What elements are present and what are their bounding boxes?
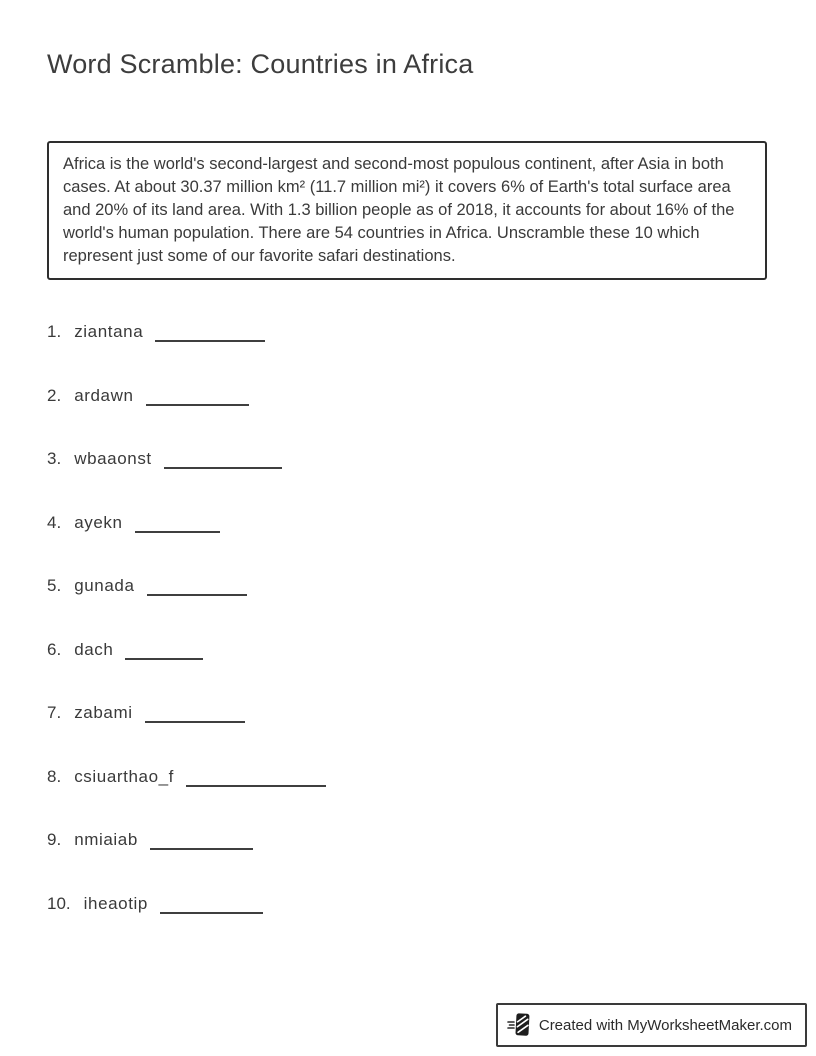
item-number: 9.: [47, 830, 62, 849]
item-number: 1.: [47, 322, 62, 341]
answer-blank: [125, 657, 203, 660]
scrambled-word: zabami: [74, 703, 133, 722]
answer-blank: [146, 403, 249, 406]
item-number: 5.: [47, 576, 62, 595]
word-scramble-item: [47, 638, 769, 662]
word-scramble-item: [47, 511, 769, 535]
answer-blank: [150, 847, 253, 850]
word-scramble-item: [47, 701, 769, 725]
scrambled-word: gunada: [74, 576, 135, 595]
scrambled-word: nmiaiab: [74, 830, 138, 849]
word-scramble-item: [47, 384, 769, 408]
credit-badge[interactable]: [496, 1003, 807, 1047]
item-number: 10.: [47, 893, 71, 913]
credit-text: Created with MyWorksheetMaker.com: [538, 1016, 792, 1034]
worksheetmaker-logo-icon: [507, 1012, 531, 1038]
scrambled-word: ayekn: [74, 512, 123, 532]
answer-blank: [186, 784, 326, 787]
answer-blank: [145, 720, 245, 723]
item-number: 4.: [47, 512, 62, 532]
answer-blank: [164, 466, 282, 469]
word-list: [47, 320, 769, 916]
scrambled-word: dach: [74, 639, 114, 659]
scrambled-word: iheaotip: [83, 893, 148, 913]
item-number: 2.: [47, 385, 62, 405]
word-scramble-item: [47, 447, 769, 471]
word-scramble-item: [47, 828, 769, 852]
word-scramble-item: [47, 892, 769, 916]
answer-blank: [160, 911, 263, 914]
word-scramble-item: [47, 765, 769, 789]
item-number: 6.: [47, 639, 62, 659]
answer-blank: [135, 530, 220, 533]
answer-blank: [155, 339, 265, 342]
word-scramble-item: [47, 574, 769, 598]
scrambled-word: wbaaonst: [74, 449, 152, 468]
answer-blank: [147, 593, 247, 596]
page-title: Word Scramble: Countries in Africa: [47, 49, 474, 79]
item-number: 3.: [47, 449, 62, 468]
word-scramble-item: [47, 320, 769, 344]
item-number: 8.: [47, 766, 62, 786]
intro-box: [47, 141, 767, 280]
item-number: 7.: [47, 703, 62, 722]
scrambled-word: ardawn: [74, 385, 134, 405]
intro-text: Africa is the world's second-largest and second-most populous continent, after Asia in both cases. At about 30.37 million km² (11.7 million mi²) it covers 6% of Earth's total surface area and 20% of its land area. With 1.3 billion people as of 2018, it accounts for about 16% of the world's human population. There are 54 countries in Africa. Unscramble these 10 which represent just some of our favorite safari destinations.: [63, 155, 735, 265]
scrambled-word: ziantana: [74, 322, 144, 341]
scrambled-word: csiuarthao_f: [74, 766, 174, 786]
